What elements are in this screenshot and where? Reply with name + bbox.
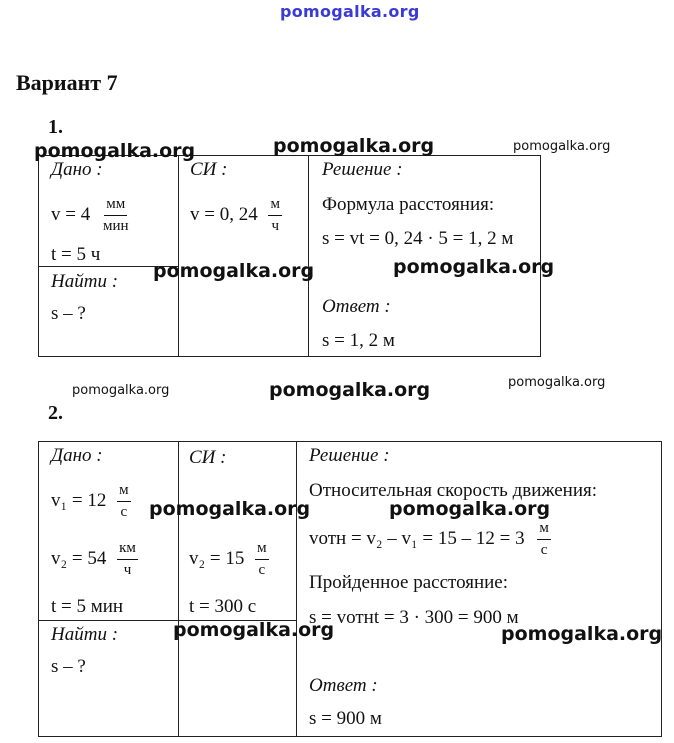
watermark: pomogalka.org bbox=[34, 140, 196, 162]
p1-find-value: s – ? bbox=[51, 303, 86, 324]
p2-find-value: s – ? bbox=[51, 656, 86, 677]
p2-rel-speed-title: Относительная скорость движения: bbox=[309, 480, 598, 501]
p1-given-label: Дано : bbox=[51, 159, 103, 180]
p1-answer: s = 1, 2 м bbox=[322, 330, 395, 351]
p2-si-t: t = 300 с bbox=[189, 596, 257, 617]
p2-answer-label: Ответ : bbox=[309, 675, 378, 696]
problem-2-number: 2. bbox=[48, 402, 63, 424]
p1-solution-label: Решение : bbox=[322, 159, 403, 180]
site-link[interactable]: pomogalka.org bbox=[280, 2, 420, 21]
problem-1-number: 1. bbox=[48, 116, 63, 138]
p2-find-label: Найти : bbox=[51, 624, 119, 645]
p1-si-v: v = 0, 24 $\frac{м}{ч}$ bbox=[190, 196, 280, 235]
watermark: pomogalka.org bbox=[501, 623, 663, 645]
watermark: pomogalka.org bbox=[513, 139, 611, 154]
watermark: pomogalka.org bbox=[273, 135, 435, 157]
p2-solution-label: Решение : bbox=[309, 445, 390, 466]
p2-answer: s = 900 м bbox=[309, 708, 382, 729]
p2-si-label: СИ : bbox=[189, 447, 227, 468]
p2-si-v2: v₂ = 15 $\frac{м}{с}$ bbox=[189, 540, 267, 579]
p2-rel-speed-formula: vотн = v₂ – v₁ = 15 – 12 = 3 $\frac{м}{с}$ bbox=[309, 520, 549, 559]
p1-formula: s = vt = 0, 24 · 5 = 1, 2 м bbox=[322, 228, 514, 249]
watermark: pomogalka.org bbox=[173, 619, 335, 641]
watermark: pomogalka.org bbox=[269, 379, 431, 401]
p2-distance-formula: s = vотнt = 3 · 300 = 900 м bbox=[309, 607, 519, 628]
p1-find-label: Найти : bbox=[51, 271, 119, 292]
watermark: pomogalka.org bbox=[393, 256, 555, 278]
p1-given-t: t = 5 ч bbox=[51, 244, 101, 265]
watermark: pomogalka.org bbox=[72, 383, 170, 398]
p1-si-label: СИ : bbox=[190, 159, 228, 180]
p1-given-v: v = 4 $\frac{мм}{\text{мин}}$ bbox=[51, 196, 129, 235]
watermark: pomogalka.org bbox=[508, 375, 606, 390]
p2-given-label: Дано : bbox=[51, 445, 103, 466]
watermark: pomogalka.org bbox=[153, 260, 315, 282]
p2-given-t: t = 5 мин bbox=[51, 596, 124, 617]
problem-2-table bbox=[38, 441, 662, 737]
p1-formula-title: Формула расстояния: bbox=[322, 194, 495, 215]
p2-given-v1: v₁ = 12 $\frac{м}{с}$ bbox=[51, 482, 129, 521]
p1-answer-label: Ответ : bbox=[322, 296, 391, 317]
p2-given-v2: v₂ = 54 $\frac{км}{ч}$ bbox=[51, 540, 136, 579]
watermark: pomogalka.org bbox=[149, 498, 311, 520]
p2-distance-title: Пройденное расстояние: bbox=[309, 572, 509, 593]
watermark: pomogalka.org bbox=[389, 498, 551, 520]
variant-title: Вариант 7 bbox=[16, 70, 118, 95]
